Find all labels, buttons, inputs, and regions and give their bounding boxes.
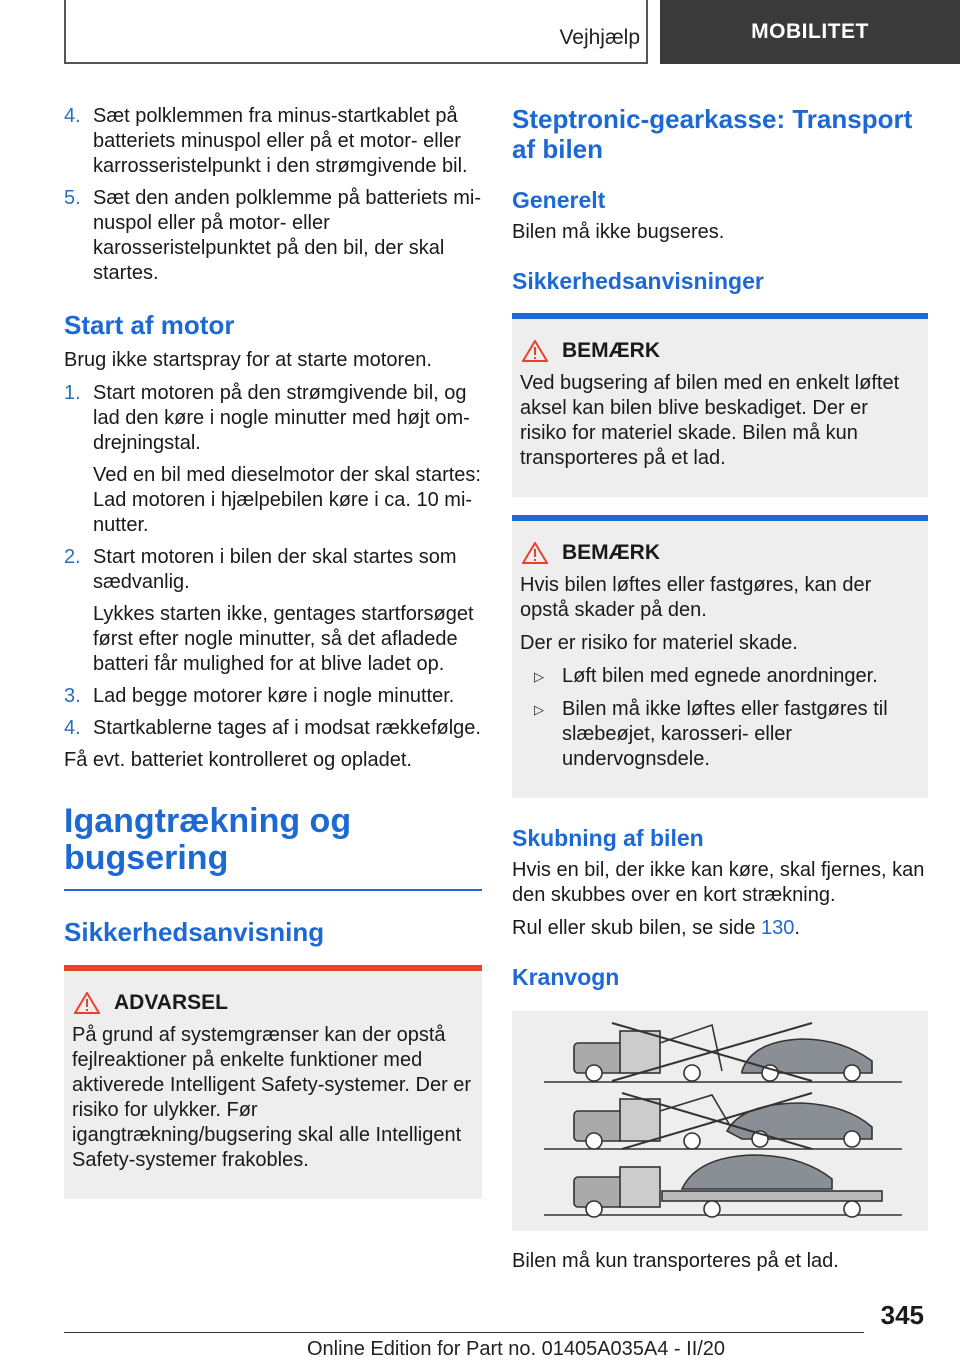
- triangle-right-icon: ▷: [534, 702, 544, 717]
- general-text: Bilen må ikke bugseres.: [512, 221, 725, 243]
- notice-text: Der er risiko for materiel skade.: [520, 632, 798, 654]
- page-link[interactable]: 130: [761, 917, 795, 939]
- triangle-right-icon: ▷: [534, 669, 544, 684]
- notice-label: BEMÆRK: [562, 541, 660, 564]
- subsection-title-general: Generelt: [512, 187, 606, 213]
- page-number: 345: [880, 1300, 924, 1330]
- tow-truck-illustration: [512, 1011, 928, 1231]
- section-title-transport: Steptronic-gearkasse: Transport af bilen: [512, 104, 913, 164]
- list-item: 3. Lad begge motorer køre i nogle minutter.: [64, 685, 455, 707]
- jump-start-steps-continued: [64, 104, 482, 286]
- roll-text: Rul eller skub bilen, se side 130.: [512, 917, 800, 939]
- crane-caption: Bilen må kun transporteres på et lad.: [512, 1250, 839, 1272]
- header-chapter-tab[interactable]: MOBILITET: [660, 0, 960, 64]
- section-title-safety: Sikkerhedsanvisning: [64, 917, 325, 947]
- list-item: 2. Start motoren i bilen der skal startes som sædvanlig. Lykkes starten ikke, gentages startforsøget først efter nogle minutter, så det afladede batteri får mulighed for at blive ladet op.: [64, 546, 474, 675]
- list-item: 1. Start motoren på den strømgivende bil, og lad den køre i nogle minutter med højt omdrejningstal. Ved en bil med dieselmotor der skal startes: Lad motoren i hjælpebilen køre i ca. 10 minutter.: [64, 382, 481, 536]
- subsection-title-push: Skubning af bilen: [512, 825, 704, 851]
- start-intro: Brug ikke startspray for at starte motoren.: [64, 349, 432, 371]
- section-title-start-engine: Start af motor: [64, 310, 235, 340]
- subsection-title-crane: Kranvogn: [512, 964, 620, 990]
- tow-illustration-icon: [512, 1011, 928, 1231]
- notice-text: Hvis bilen løftes eller fastgøres, kan der opstå skader på den.: [520, 574, 872, 621]
- list-item: 4. Startkablerne tages af i modsat rækkefølge.: [64, 717, 481, 739]
- notice-label: BEMÆRK: [562, 339, 660, 362]
- list-item: 4. Sæt polklemmen fra minus-startkablet på batteriets minuspol eller på et motor- eller karrosseristelpunkt i den strømgivende bil.: [64, 105, 468, 177]
- battery-check-text: Få evt. batteriet kontrolleret og opladet.: [64, 749, 412, 771]
- notice-bullets: [520, 664, 920, 772]
- chapter-title: Igangtrækning og bugsering: [64, 802, 352, 877]
- warning-box: [64, 965, 482, 1199]
- warning-triangle-icon: [74, 992, 100, 1014]
- chapter-divider: [64, 889, 482, 891]
- list-item: ▷ Bilen må ikke løftes eller fastgøres til slæbeøjet, karosseri- eller undervognsdele.: [534, 698, 888, 770]
- left-column: [64, 104, 482, 1207]
- right-column: [512, 104, 928, 1282]
- notice-box-2: [512, 515, 928, 798]
- footer-edition: Online Edition for Part no. 01405A035A4 - II/20: [307, 1338, 726, 1360]
- warning-label: ADVARSEL: [114, 991, 228, 1014]
- subsection-title-safety: Sikkerhedsanvisninger: [512, 268, 764, 294]
- footer-divider: [64, 1332, 864, 1333]
- notice-text: Ved bugsering af bilen med en enkelt løftet aksel kan bilen blive beskadiget. Der er risiko for materiel skade. Bilen må kun transporteres på et lad.: [520, 372, 900, 469]
- notice-box-1: [512, 313, 928, 497]
- warning-text: På grund af systemgrænser kan der opstå fejlreaktioner på enkelte funktioner med aktiverede Intelligent Safety-systemer. Der er risiko for ulykker. Før igangtrækning/bugsering skal alle Intelligent Safety-systemer frakobles.: [72, 1024, 472, 1171]
- warning-triangle-icon: [522, 340, 548, 362]
- warning-triangle-icon: [522, 542, 548, 564]
- start-engine-steps: [64, 381, 482, 741]
- push-text: Hvis en bil, der ikke kan køre, skal fjernes, kan den skubbes over en kort strækning.: [512, 859, 925, 906]
- list-item: ▷ Løft bilen med egnede anordninger.: [534, 665, 878, 687]
- list-item: 5. Sæt den anden polklemme på batteriets minuspol eller på motor- eller karosseristelpunktet på den bil, der skal startes.: [64, 187, 481, 284]
- header-section-title: Vejhjælp: [559, 26, 640, 49]
